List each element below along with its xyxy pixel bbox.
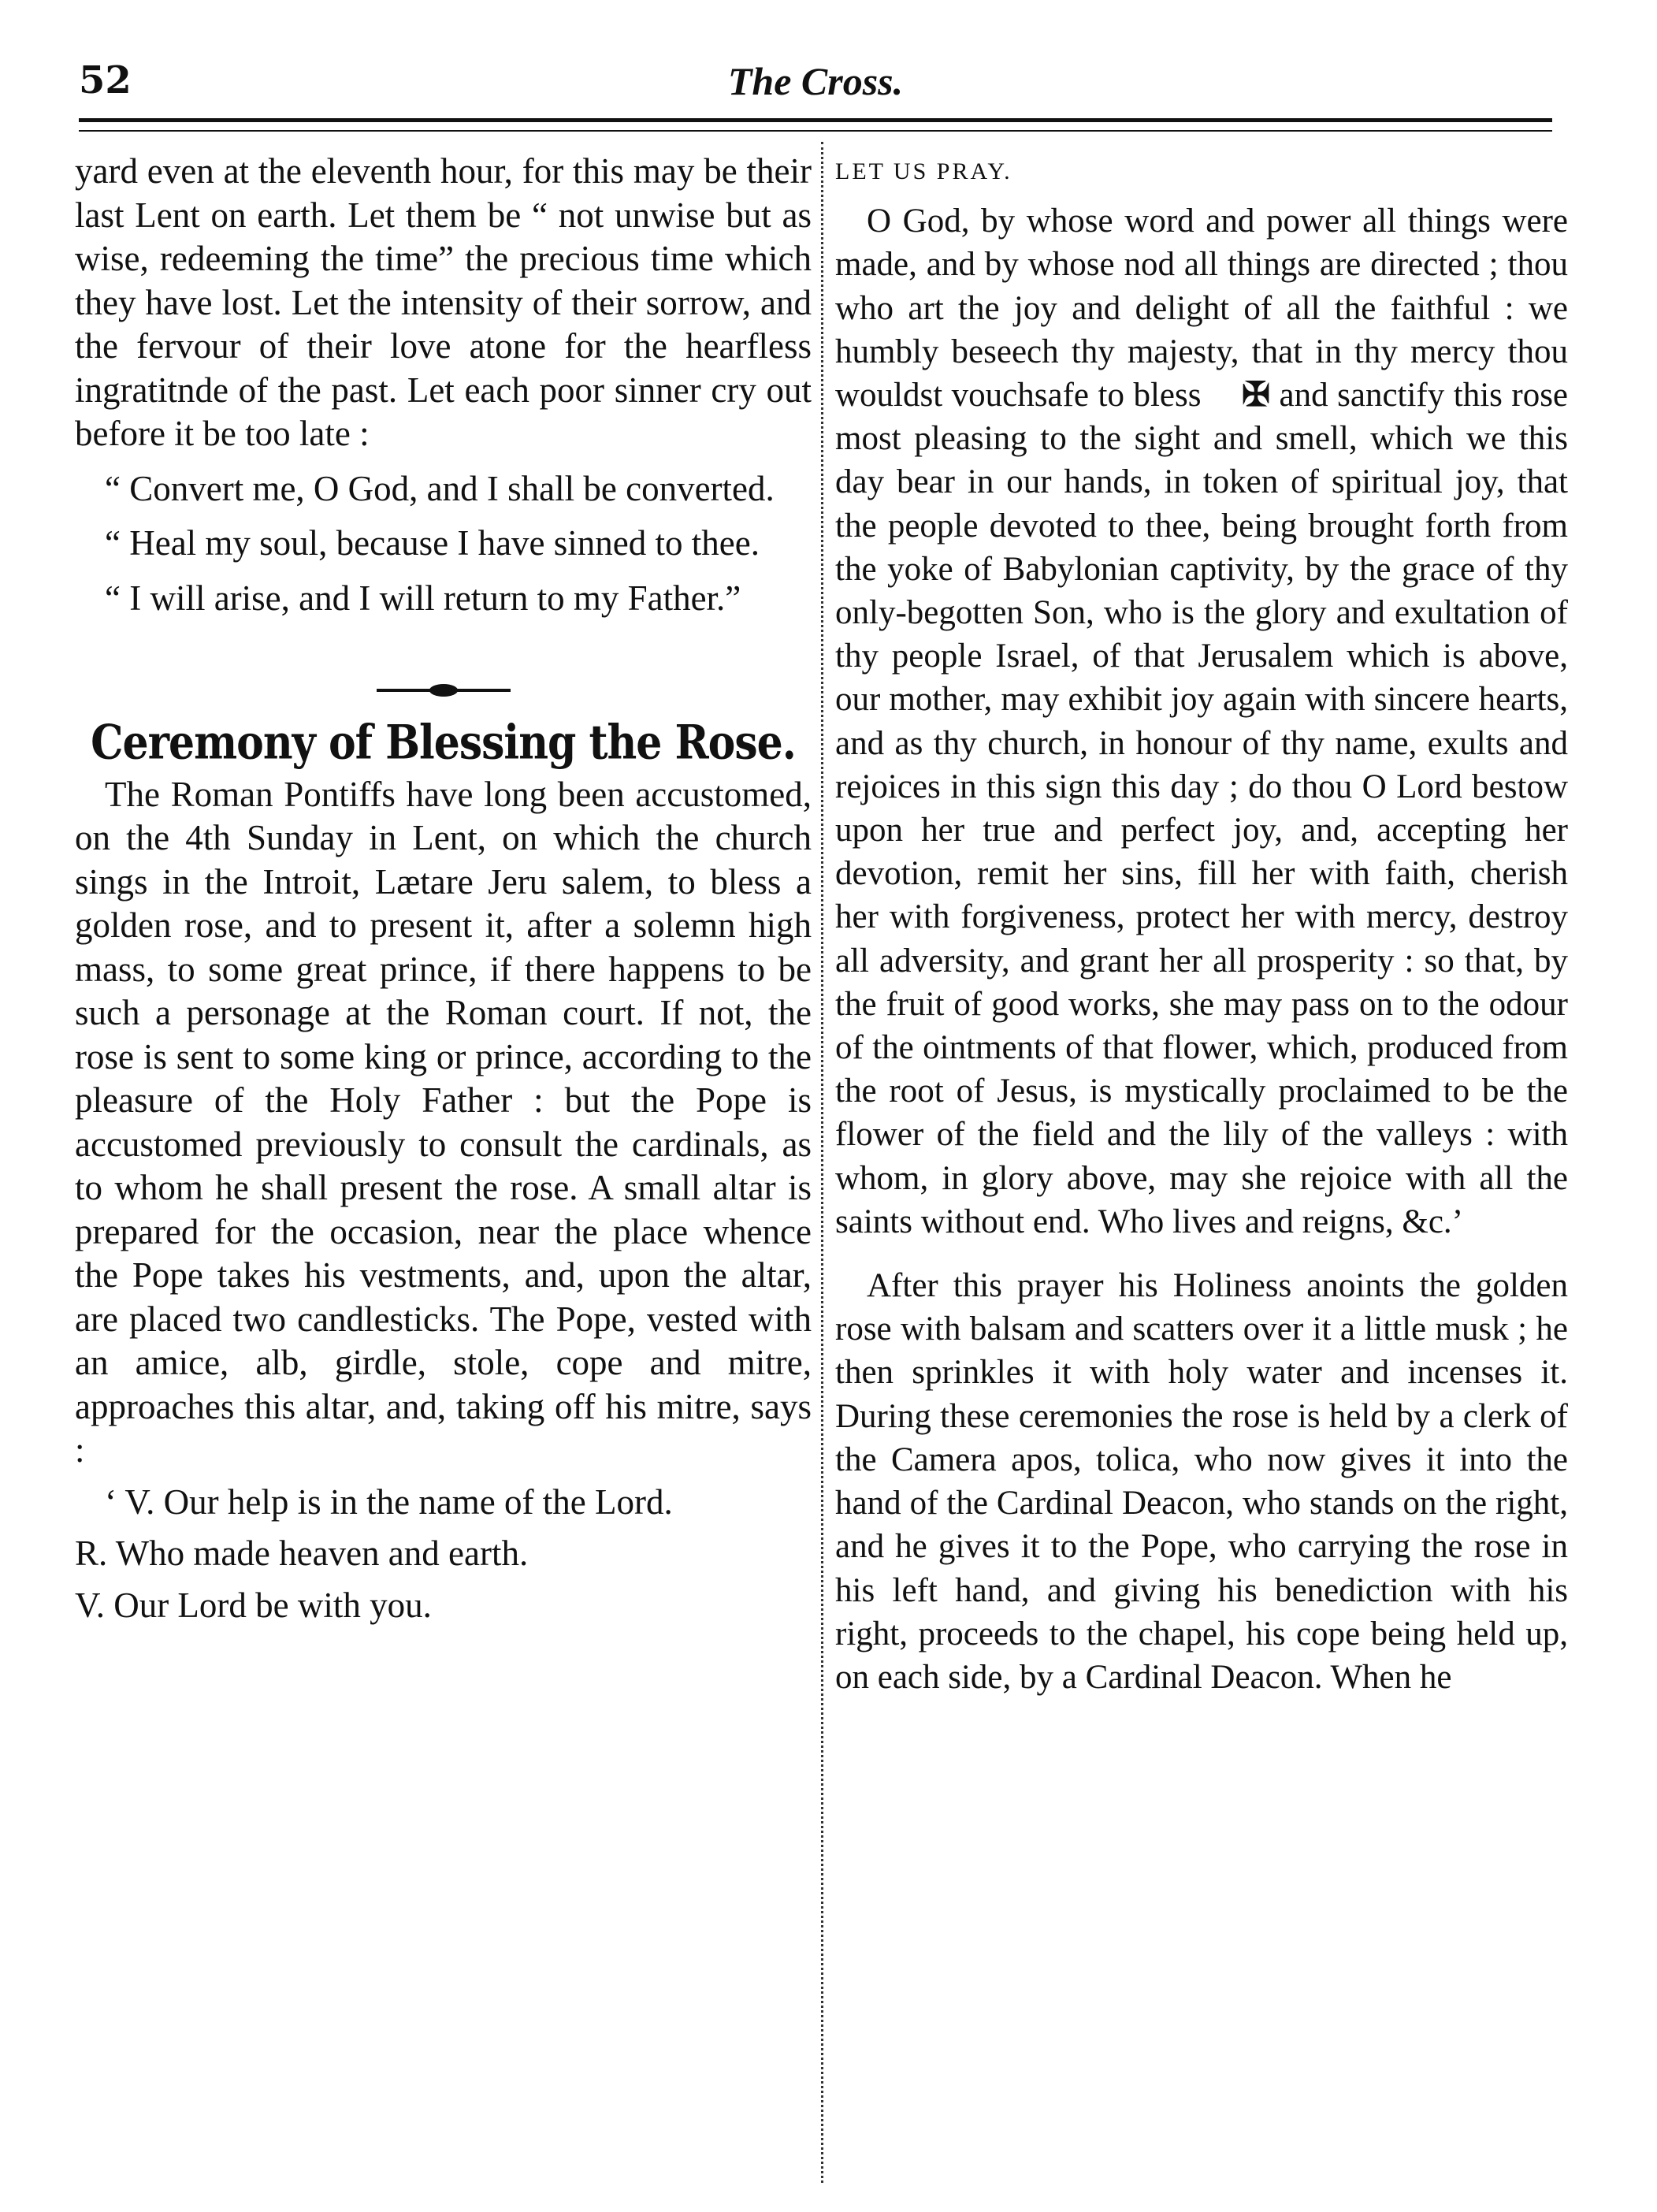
section-body: The Roman Pontiffs have long been accustomed, on the 4th Sunday in Lent, on which the church sings in the Introit, Lætare Jeru salem, to bless a golden rose, and to present it, after a solemn high mass, to some great prince, if there happens to be such a personage at the Roman court. If not, the rose is sent to some king or prince, according to the pleasure of the Holy Father : but the Pope is accustomed previously to consult the cardinals, as to whom he shall present the rose. A small altar is prepared for the occasion, near the place whence the Pope takes his vestments, and, upon the altar, are placed two candlesticks. The Pope, vested with an amice, alb, girdle, stole, cope and mitre, approaches this altar, and, taking off his mitre, says : [75,774,812,1470]
response-1: ‘ V. Our help is in the name of the Lord. [105,1481,673,1522]
running-title: The Cross. [727,59,904,103]
prayer-text-part-1: O God, by whose word and power all things were made, and by whose nod all things are directed ; thou who art the joy and delight of all the faithful : we humbly beseech thy majesty, that in thy mercy thou wouldst vouchsafe to bless [835,203,1568,415]
verse-1: “ Convert me, O God, and I shall be converted. [105,468,775,508]
section-ornament [377,682,511,699]
section-title: Ceremony of Blessing the Rose. [91,715,796,771]
verse-3: “ I will arise, and I will return to my Father.” [105,578,741,618]
cross-icon: ✠ [1241,377,1271,415]
continued-paragraph: yard even at the eleventh hour, for this may be their last Lent on earth. Let them be “ not unwise but as wise, redeeming the time” the precious time which they have lost. Let the intensity of their sorrow, and the fervour of their love atone for the hearfless ingratitnde of the past. Let each poor sinner cry out before it be too late : [75,151,812,453]
page-number: 52 [79,58,132,102]
header-rule [79,118,1552,132]
prayer-heading: LET US PRAY. [835,158,1012,184]
page-header [75,57,1556,112]
after-prayer-paragraph: After this prayer his Holiness anoints the golden rose with balsam and scatters over it a little musk ; he then sprinkles it with holy water and incenses it. During these ceremonies the rose is held by a clerk of the Camera apos, tolica, who now gives it into the hand of the Cardinal Deacon, who stands on the right, and he gives it to the Pope, who carrying the rose in his left hand, and giving his benediction with his right, proceeds to the chapel, his cope being held up, on each side, by a Cardinal Deacon. When he [835,1267,1568,1696]
prayer-text-part-2: and sanctify this rose most pleasing to the sight and smell, which we this day bear in our hands, in token of spiritual joy, that the people devoted to thee, being brought forth from the yoke of Babylonian captivity, by the grace of thy only-begotten Son, who is the glory and exultation of thy people Israel, of that Jerusalem which is above, our mother, may exhibit joy again with sincere hearts, and as thy church, in honour of thy name, exults and rejoices in this sign this day ; do thou O Lord bestow upon her true and perfect joy, and, accepting her devotion, remit her sins, fill her with faith, cherish her with forgiveness, protect her with mercy, destroy all adversity, and grant her all prosperity : so that, by the fruit of good works, she may pass on to the odour of the ointments of that flower, which, produced from the root of Jesus, is mystically proclaimed to be the flower of the field and the lily of the valleys : with whom, in glory above, may she rejoice with all the saints without end. Who lives and reigns, &c.’ [835,377,1569,1240]
response-2: R. Who made heaven and earth. [75,1534,529,1573]
response-3: V. Our Lord be with you. [75,1585,432,1625]
verse-2: “ Heal my soul, because I have sinned to thee. [105,523,760,563]
prayer-text [835,199,1568,1244]
left-column [75,150,812,1627]
right-column [835,150,1568,1699]
column-divider [821,142,823,2183]
